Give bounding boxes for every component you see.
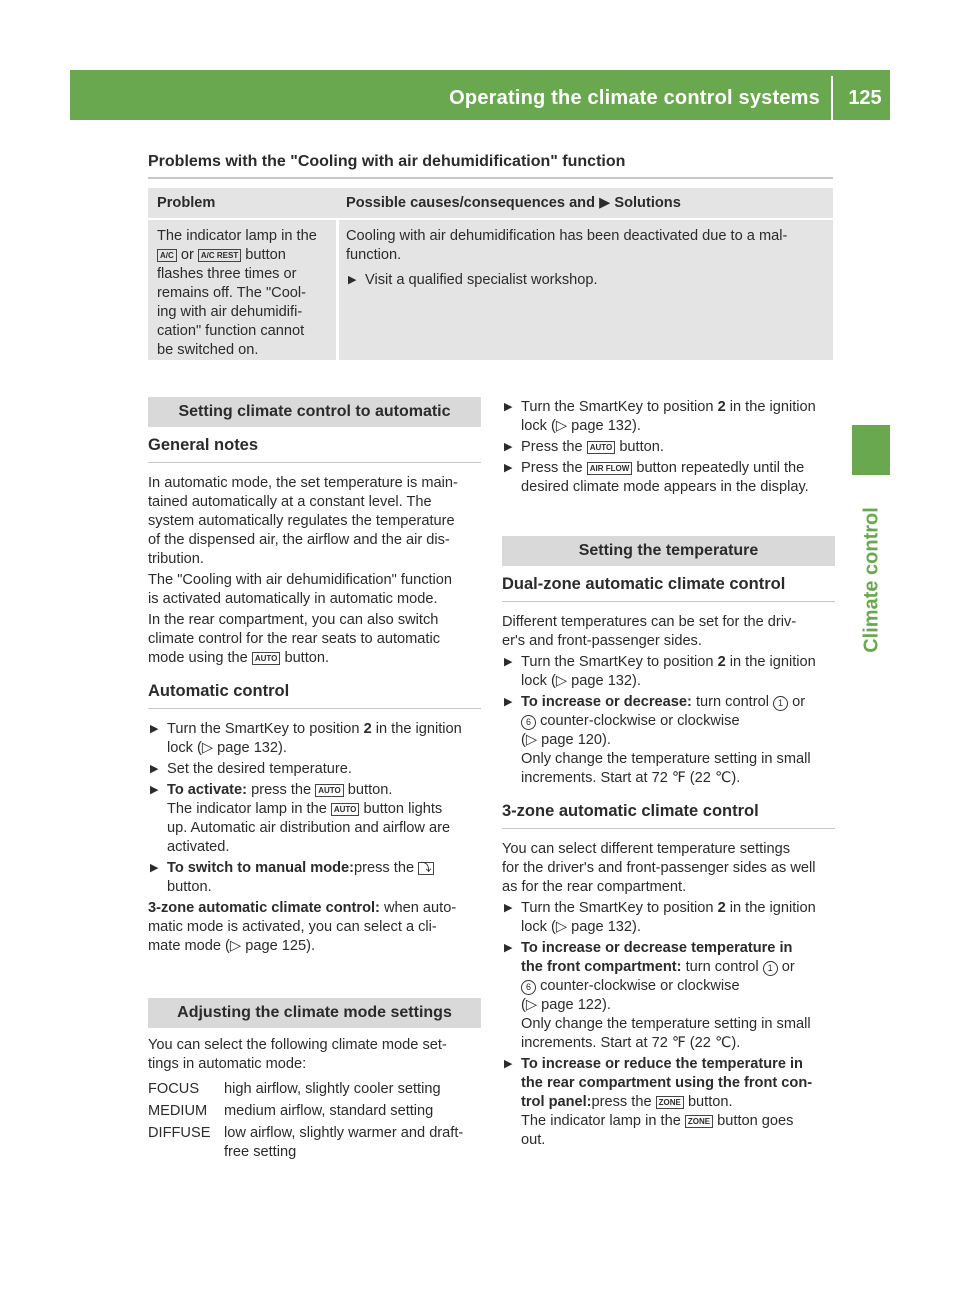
arrow-icon: ▶ — [504, 942, 513, 954]
step-smartkey: ▶ Turn the SmartKey to position 2 in the ignition lock (▷ page 132). — [150, 721, 462, 756]
section-heading-climate-mode: Adjusting the climate mode settings — [148, 998, 481, 1028]
seat-airflow-button-icon: ⤵ — [418, 862, 434, 875]
reference-icon: ▷ — [555, 919, 568, 935]
solution-step: ▶ Visit a qualified specialist workshop. — [348, 272, 598, 288]
three-zone-note: 3-zone automatic climate control: when auto- matic mode is activated, you can select a cli- mate mode (▷ page 125). — [148, 900, 457, 954]
step-press-auto: ▶ Press the AUTO button. — [504, 439, 664, 455]
side-tab — [842, 490, 902, 670]
column-divider — [336, 220, 339, 360]
step-increase-decrease: ▶ To increase or decrease: turn control 1 or 6 counter-clockwise or clockwise (▷ page 120). Only change the temperature setting in small increments. Start at 72 ℉ (22 ℃). — [504, 694, 811, 786]
dual-zone-heading: Dual-zone automatic climate control — [502, 575, 786, 593]
step-activate: ▶ To activate: press the AUTO button. The indicator lamp in the AUTO button lights up. Automatic air distribution and airflow are activated. — [150, 782, 451, 855]
reference-icon: ▷ — [525, 732, 538, 748]
step-smartkey: ▶ Turn the SmartKey to position 2 in the ignition lock (▷ page 132). — [504, 900, 816, 935]
mode-intro: You can select the following climate mode set- tings in automatic mode: — [148, 1037, 447, 1072]
step-press-airflow: ▶ Press the AIR FLOW button repeatedly until the desired climate mode appears in the display. — [504, 460, 809, 495]
control-1-icon: 1 — [763, 961, 778, 976]
arrow-icon: ▶ — [150, 862, 159, 874]
rule — [148, 708, 481, 709]
step-rear-compartment: ▶ To increase or reduce the temperature in the rear compartment using the front con- trol panel:press the ZONE button. The indicator lamp in the ZONE button goes out. — [504, 1056, 813, 1148]
side-tab-label: Climate control — [860, 507, 883, 653]
arrow-icon: ▶ — [504, 401, 513, 413]
left-column — [148, 397, 481, 1162]
arrow-icon: ▶ — [504, 441, 513, 453]
chapter-title: Operating the climate control systems — [449, 87, 820, 109]
table-header — [148, 188, 833, 218]
right-column — [502, 398, 835, 1150]
auto-button-icon: AUTO — [331, 803, 360, 816]
dual-zone-intro: Different temperatures can be set for the driv- er's and front-passenger sides. — [502, 614, 797, 649]
zone-button-icon: ZONE — [656, 1096, 684, 1109]
control-1-icon: 1 — [773, 696, 788, 711]
side-marker — [852, 425, 890, 475]
ac-rest-button-icon: A/C REST — [198, 249, 241, 262]
rule — [502, 828, 835, 829]
air-flow-button-icon: AIR FLOW — [587, 462, 633, 475]
general-notes-p3: In the rear compartment, you can also switch climate control for the rear seats to automatic mode using the AUTO button. — [148, 612, 441, 666]
reference-icon: ▷ — [229, 938, 242, 954]
step-front-compartment: ▶ To increase or decrease temperature in the front compartment: turn control 1 or 6 counter-clockwise or clockwise (▷ page 122). Only change the temperature setting in small increments. Start at 72 ℉ (22 ℃). — [504, 940, 811, 1051]
arrow-icon: ▶ — [504, 656, 513, 668]
three-zone-heading: 3-zone automatic climate control — [502, 802, 759, 820]
rule — [148, 462, 481, 463]
auto-button-icon: AUTO — [587, 441, 616, 454]
reference-icon: ▷ — [201, 740, 214, 756]
arrow-icon: ▶ — [150, 763, 159, 775]
list-item: FOCUS high airflow, slightly cooler setting — [148, 1081, 441, 1097]
table-row — [148, 220, 833, 360]
step-manual: ▶ To switch to manual mode:press the ⤵ button. — [148, 859, 481, 897]
section-heading-automatic: Setting climate control to automatic — [148, 397, 481, 427]
step-smartkey: ▶ Turn the SmartKey to position 2 in the ignition lock (▷ page 132). — [504, 654, 816, 689]
arrow-icon: ▶ — [504, 902, 513, 914]
col-problem: Problem — [157, 195, 216, 211]
control-6-icon: 6 — [521, 715, 536, 730]
page-header — [70, 70, 890, 120]
list-item: DIFFUSE low airflow, slightly warmer and draft- free setting — [148, 1125, 464, 1160]
general-notes-p1: In automatic mode, the set temperature is main- tained automatically at a constant level. The system automatically regulates the temperature of the dispensed air, the airflow and the air dis- tribution. — [148, 475, 458, 567]
mode-list — [148, 1080, 481, 1162]
arrow-icon: ▶ — [150, 723, 159, 735]
arrow-icon: ▶ — [348, 274, 357, 286]
solution-cell: Cooling with air dehumidification has been deactivated due to a mal- function. ▶ Visit a qualified specialist workshop. — [346, 227, 826, 290]
ac-button-icon: A/C — [157, 249, 177, 262]
section-heading-temperature: Setting the temperature — [502, 536, 835, 566]
reference-icon: ▷ — [525, 997, 538, 1013]
general-notes-heading: General notes — [148, 436, 259, 454]
rule — [502, 601, 835, 602]
arrow-icon: ▶ — [150, 784, 159, 796]
table-title: Problems with the "Cooling with air dehumidification" function — [148, 153, 626, 170]
auto-button-icon: AUTO — [315, 784, 344, 797]
auto-button-icon: AUTO — [252, 652, 281, 665]
arrow-icon: ▶ — [504, 696, 513, 708]
reference-icon: ▷ — [555, 673, 568, 689]
arrow-icon: ▶ — [504, 1058, 513, 1070]
zone-button-icon: ZONE — [685, 1115, 713, 1128]
header-divider — [831, 76, 833, 120]
reference-icon: ▷ — [555, 418, 568, 434]
arrow-icon: ▶ — [504, 462, 513, 474]
three-zone-intro: You can select different temperature settings for the driver's and front-passenger sides as well as for the rear compartment. — [502, 841, 816, 895]
table-rule — [148, 177, 833, 179]
automatic-control-heading: Automatic control — [148, 682, 290, 700]
page-number: 125 — [848, 87, 882, 109]
control-6-icon: 6 — [521, 980, 536, 995]
problem-cell: The indicator lamp in the A/C or A/C REST button flashes three times or remains off. The "Cool- ing with air dehumidifi- cation" function cannot be switched on. — [157, 228, 317, 358]
list-item: MEDIUM medium airflow, standard setting — [148, 1103, 434, 1119]
step-temperature: ▶ Set the desired temperature. — [150, 761, 352, 777]
col-solution: Possible causes/consequences and ▶ Solutions — [346, 195, 681, 211]
step-smartkey: ▶ Turn the SmartKey to position 2 in the ignition lock (▷ page 132). — [504, 399, 816, 434]
general-notes-p2: The "Cooling with air dehumidification" function is activated automatically in automatic mode. — [148, 572, 453, 607]
